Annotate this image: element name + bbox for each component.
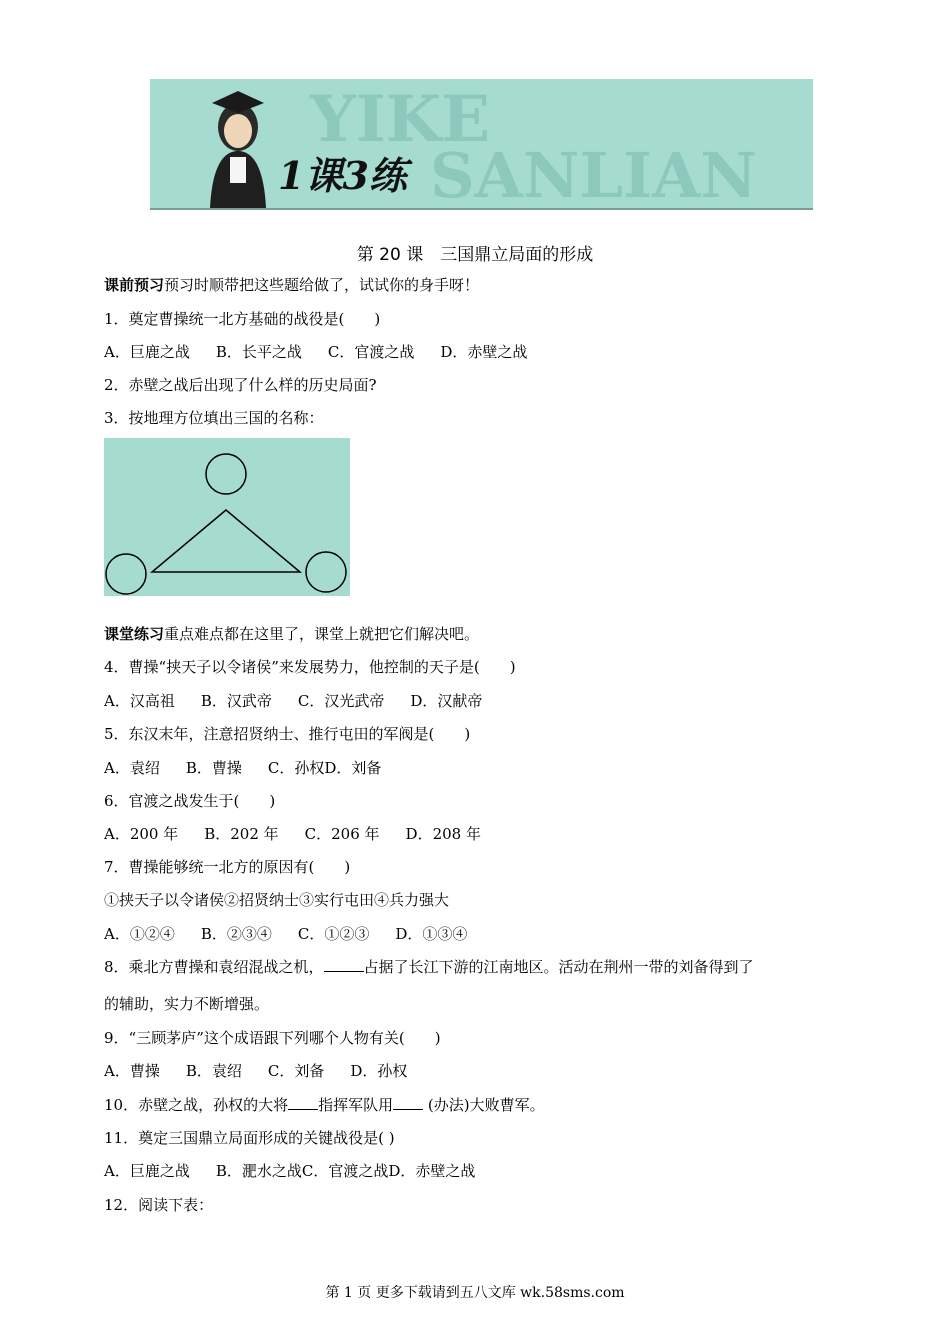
- question-8: [104, 957, 754, 977]
- question-6-options: [104, 824, 507, 844]
- option-a: A．曹操: [104, 1062, 160, 1080]
- preview-section: [104, 275, 479, 295]
- question-8-text-end: 占据了长江下游的江南地区。活动在荆州一带的刘备得到了: [363, 958, 754, 976]
- option-bcd: B．淝水之战C．官渡之战D．赤壁之战: [215, 1162, 476, 1180]
- question-5-options: [104, 758, 407, 778]
- question-10-text-start: 10．赤壁之战，孙权的大将: [104, 1096, 289, 1114]
- option-a: A．巨鹿之战: [104, 343, 190, 361]
- option-a: A．汉高祖: [104, 692, 175, 710]
- option-c: C．汉光武帝: [297, 692, 385, 710]
- three-kingdoms-diagram: [104, 438, 350, 596]
- option-cd: C．孙权D．刘备: [267, 759, 382, 777]
- question-11: 11．奠定三国鼎立局面形成的关键战役是( ): [104, 1129, 395, 1147]
- option-a: A．巨鹿之战: [104, 1162, 190, 1180]
- question-10-text-end: (办法)大败曹军。: [423, 1096, 545, 1114]
- option-a: A．①②④: [104, 925, 175, 943]
- option-c: C．①②③: [297, 925, 370, 943]
- practice-label: 课堂练习: [104, 625, 165, 643]
- student-figure-icon: [210, 91, 266, 208]
- option-a: A．200 年: [104, 825, 179, 843]
- option-c: C．206 年: [304, 825, 380, 843]
- north-kingdom-circle: [206, 454, 246, 494]
- option-b: B．202 年: [204, 825, 279, 843]
- question-1-options: [104, 342, 553, 362]
- question-8-text-start: 8．乘北方曹操和袁绍混战之机，: [104, 958, 324, 976]
- west-kingdom-circle: [106, 554, 146, 594]
- practice-text: 重点难点都在这里了，课堂上就把它们解决吧。: [164, 625, 480, 643]
- option-b: B．长平之战: [215, 343, 302, 361]
- header-banner: [150, 79, 813, 210]
- answer-blank[interactable]: [288, 1095, 318, 1110]
- question-12: 12．阅读下表：: [104, 1196, 214, 1214]
- preview-label: 课前预习: [104, 276, 165, 294]
- question-7-items: ①挟天子以令诸侯②招贤纳士③实行屯田④兵力强大: [104, 891, 450, 909]
- option-c: C．官渡之战: [327, 343, 415, 361]
- question-6: 6．官渡之战发生于( ): [104, 792, 276, 810]
- option-b: B．曹操: [185, 759, 242, 777]
- question-5: 5．东汉末年，注意招贤纳士、推行屯田的军阀是( ): [104, 725, 471, 743]
- answer-blank[interactable]: [393, 1095, 423, 1110]
- question-1: 1．奠定曹操统一北方基础的战役是( ): [104, 310, 381, 328]
- answer-blank[interactable]: [324, 957, 364, 972]
- question-4: 4．曹操“挟天子以令诸侯”来发展势力，他控制的天子是( ): [104, 658, 516, 676]
- lesson-title: 第 20 课 三国鼎立局面的形成: [356, 245, 594, 265]
- banner-watermark-sanlian: SANLIAN: [430, 139, 757, 208]
- question-4-options: [104, 691, 508, 711]
- option-c: C．刘备: [267, 1062, 325, 1080]
- question-2: 2．赤壁之战后出现了什么样的历史局面?: [104, 376, 377, 394]
- question-9: 9．“三顾茅庐”这个成语跟下列哪个人物有关( ): [104, 1029, 441, 1047]
- option-b: B．袁绍: [185, 1062, 242, 1080]
- page-footer: 第 1 页 更多下载请到五八文库 wk.58sms.com: [325, 1285, 625, 1301]
- option-d: D．赤壁之战: [440, 343, 528, 361]
- option-b: B．②③④: [200, 925, 272, 943]
- option-d: D．孙权: [350, 1062, 408, 1080]
- question-10: [104, 1095, 545, 1115]
- question-11-options: [104, 1161, 501, 1181]
- question-7-options: [104, 924, 493, 944]
- option-a: A．袁绍: [104, 759, 160, 777]
- option-b: B．汉武帝: [200, 692, 272, 710]
- question-9-options: [104, 1061, 433, 1081]
- banner-logo-text: 1课3练: [278, 153, 407, 198]
- banner-watermark-yike: YIKE: [310, 82, 491, 157]
- east-kingdom-circle: [306, 552, 346, 592]
- triangle-shape: [152, 510, 300, 572]
- option-d: D．208 年: [405, 825, 481, 843]
- option-d: D．汉献帝: [410, 692, 483, 710]
- question-8-line2: 的辅助，实力不断增强。: [104, 995, 270, 1013]
- option-d: D．①③④: [395, 925, 468, 943]
- question-10-text-middle: 指挥军队用: [318, 1096, 394, 1114]
- question-7: 7．曹操能够统一北方的原因有( ): [104, 858, 351, 876]
- preview-text: 预习时顺带把这些题给做了，试试你的身手呀！: [164, 276, 480, 294]
- question-3: 3．按地理方位填出三国的名称：: [104, 409, 324, 427]
- practice-section: [104, 624, 479, 644]
